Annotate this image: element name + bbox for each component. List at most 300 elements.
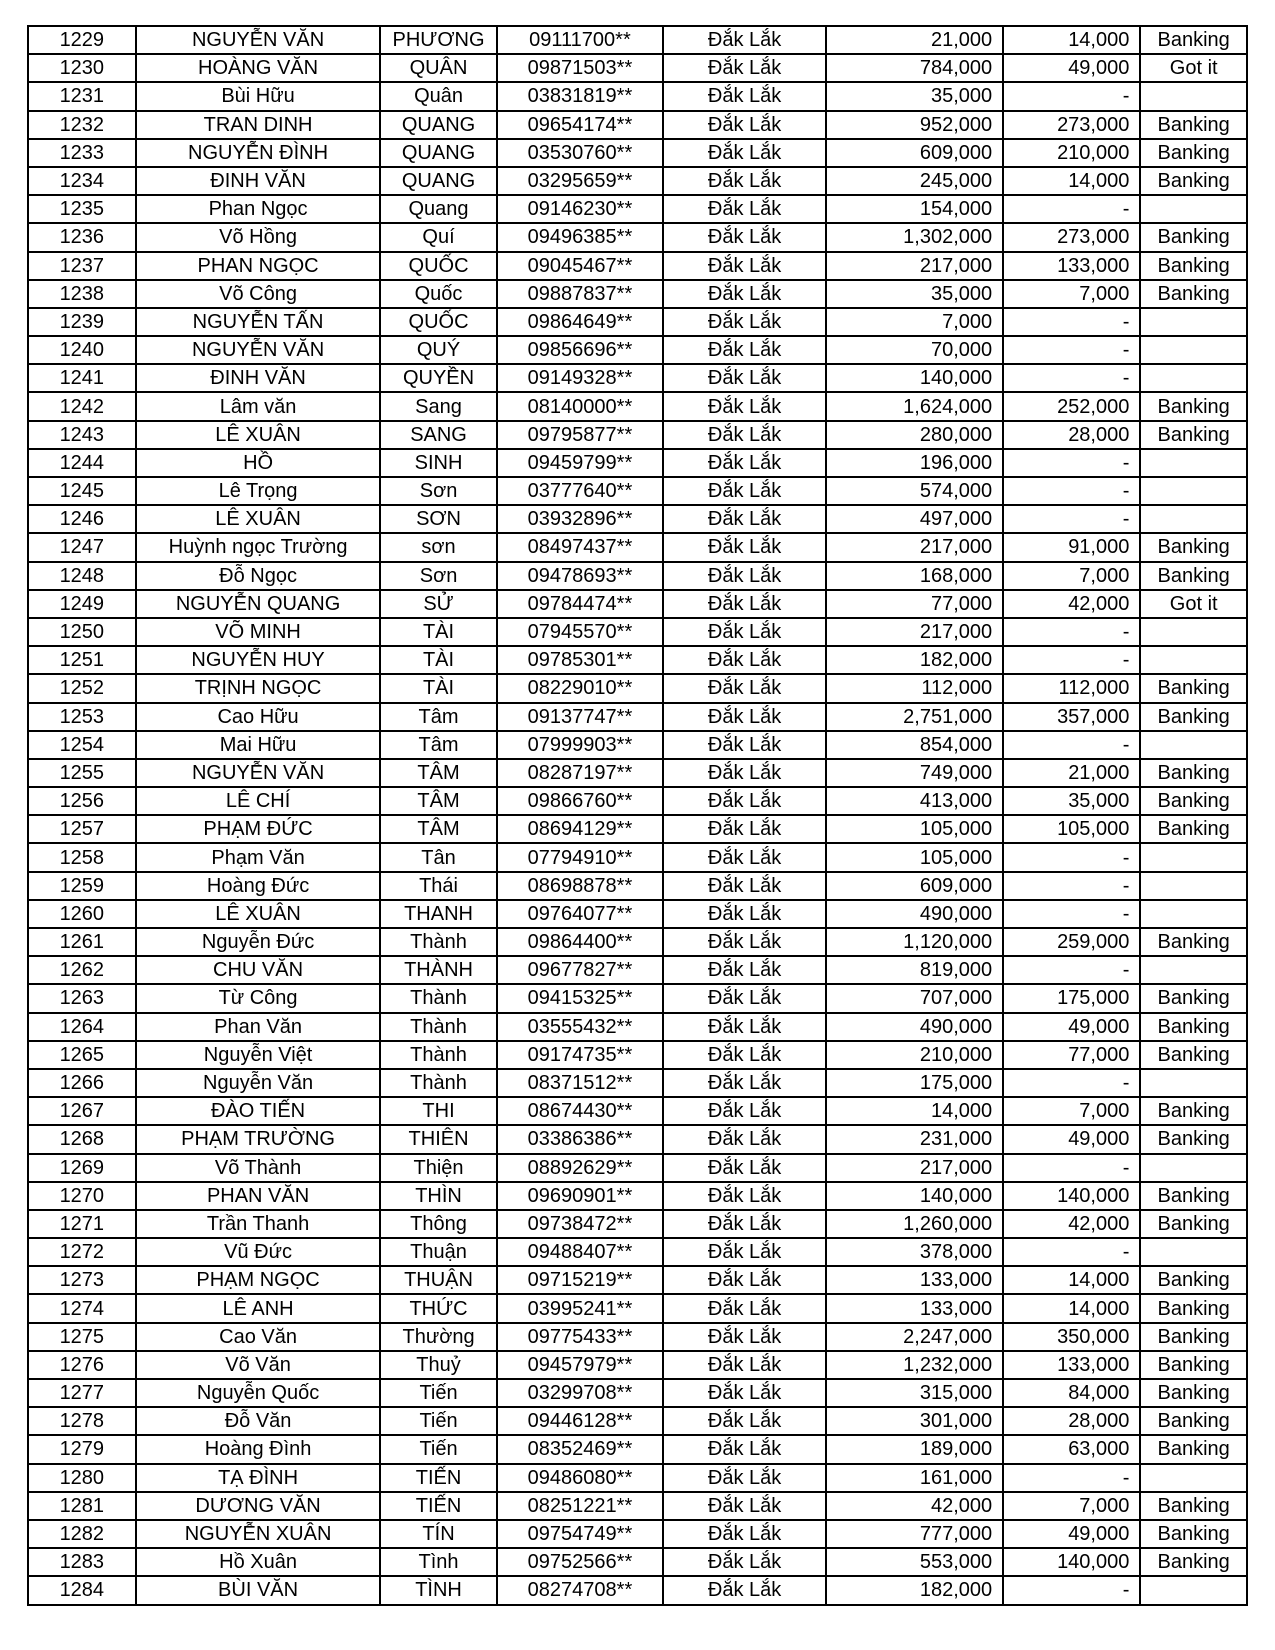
- table-row: [28, 1294, 1247, 1322]
- total-amount-cell: 217,000: [826, 252, 1003, 280]
- phone-number-cell: 03932896**: [497, 505, 664, 533]
- given-name-cell: TÌNH: [380, 1576, 496, 1604]
- row-number-cell: 1233: [28, 139, 136, 167]
- province-cell: Đắk Lắk: [663, 590, 826, 618]
- table-row: [28, 477, 1247, 505]
- given-name-cell: Tâm: [380, 703, 496, 731]
- given-name-cell: Tiến: [380, 1435, 496, 1463]
- family-name-cell: PHẠM TRƯỜNG: [136, 1125, 381, 1153]
- received-amount-cell: 252,000: [1003, 392, 1140, 420]
- phone-number-cell: 08274708**: [497, 1576, 664, 1604]
- total-amount-cell: 413,000: [826, 787, 1003, 815]
- phone-number-cell: 07794910**: [497, 843, 664, 871]
- table-row: [28, 1266, 1247, 1294]
- table-row: [28, 900, 1247, 928]
- received-amount-cell: 35,000: [1003, 787, 1140, 815]
- received-amount-cell: 14,000: [1003, 167, 1140, 195]
- total-amount-cell: 182,000: [826, 646, 1003, 674]
- row-number-cell: 1252: [28, 674, 136, 702]
- total-amount-cell: 21,000: [826, 26, 1003, 54]
- row-number-cell: 1244: [28, 449, 136, 477]
- table-row: [28, 1464, 1247, 1492]
- family-name-cell: NGUYỄN XUÂN: [136, 1520, 381, 1548]
- payment-method-cell: [1140, 364, 1247, 392]
- family-name-cell: NGUYỄN TẤN: [136, 308, 381, 336]
- given-name-cell: Tiến: [380, 1407, 496, 1435]
- payment-method-cell: Banking: [1140, 421, 1247, 449]
- table-row: [28, 1041, 1247, 1069]
- province-cell: Đắk Lắk: [663, 167, 826, 195]
- given-name-cell: Tân: [380, 843, 496, 871]
- given-name-cell: Sơn: [380, 562, 496, 590]
- province-cell: Đắk Lắk: [663, 928, 826, 956]
- row-number-cell: 1258: [28, 843, 136, 871]
- row-number-cell: 1278: [28, 1407, 136, 1435]
- received-amount-cell: -: [1003, 1464, 1140, 1492]
- given-name-cell: THANH: [380, 900, 496, 928]
- family-name-cell: Phan Ngọc: [136, 195, 381, 223]
- phone-number-cell: 09488407**: [497, 1238, 664, 1266]
- phone-number-cell: 08497437**: [497, 533, 664, 561]
- table-row: [28, 195, 1247, 223]
- province-cell: Đắk Lắk: [663, 984, 826, 1012]
- phone-number-cell: 08287197**: [497, 759, 664, 787]
- phone-number-cell: 09457979**: [497, 1351, 664, 1379]
- row-number-cell: 1282: [28, 1520, 136, 1548]
- row-number-cell: 1245: [28, 477, 136, 505]
- province-cell: Đắk Lắk: [663, 618, 826, 646]
- phone-number-cell: 08140000**: [497, 392, 664, 420]
- total-amount-cell: 2,751,000: [826, 703, 1003, 731]
- row-number-cell: 1249: [28, 590, 136, 618]
- phone-number-cell: 03386386**: [497, 1125, 664, 1153]
- payment-method-cell: [1140, 646, 1247, 674]
- row-number-cell: 1277: [28, 1379, 136, 1407]
- total-amount-cell: 105,000: [826, 843, 1003, 871]
- total-amount-cell: 217,000: [826, 618, 1003, 646]
- given-name-cell: THÌN: [380, 1182, 496, 1210]
- received-amount-cell: 28,000: [1003, 421, 1140, 449]
- province-cell: Đắk Lắk: [663, 646, 826, 674]
- table-row: [28, 1576, 1247, 1604]
- phone-number-cell: 09887837**: [497, 280, 664, 308]
- total-amount-cell: 168,000: [826, 562, 1003, 590]
- row-number-cell: 1250: [28, 618, 136, 646]
- payment-method-cell: Banking: [1140, 1013, 1247, 1041]
- given-name-cell: TÂM: [380, 815, 496, 843]
- total-amount-cell: 490,000: [826, 900, 1003, 928]
- payment-method-cell: Banking: [1140, 1407, 1247, 1435]
- payment-method-cell: Banking: [1140, 139, 1247, 167]
- total-amount-cell: 42,000: [826, 1492, 1003, 1520]
- family-name-cell: Bùi Hữu: [136, 82, 381, 110]
- province-cell: Đắk Lắk: [663, 1097, 826, 1125]
- phone-number-cell: 09137747**: [497, 703, 664, 731]
- received-amount-cell: -: [1003, 364, 1140, 392]
- family-name-cell: Võ Công: [136, 280, 381, 308]
- table-row: [28, 111, 1247, 139]
- family-name-cell: VÕ MINH: [136, 618, 381, 646]
- table-row: [28, 26, 1247, 54]
- phone-number-cell: 08694129**: [497, 815, 664, 843]
- row-number-cell: 1262: [28, 956, 136, 984]
- row-number-cell: 1280: [28, 1464, 136, 1492]
- payment-method-cell: Banking: [1140, 1492, 1247, 1520]
- table-row: [28, 590, 1247, 618]
- row-number-cell: 1283: [28, 1548, 136, 1576]
- given-name-cell: THI: [380, 1097, 496, 1125]
- table-row: [28, 956, 1247, 984]
- payment-method-cell: Banking: [1140, 1520, 1247, 1548]
- payment-method-cell: [1140, 731, 1247, 759]
- province-cell: Đắk Lắk: [663, 252, 826, 280]
- province-cell: Đắk Lắk: [663, 364, 826, 392]
- family-name-cell: Đỗ Văn: [136, 1407, 381, 1435]
- given-name-cell: TÀI: [380, 646, 496, 674]
- received-amount-cell: 14,000: [1003, 1294, 1140, 1322]
- payment-method-cell: Banking: [1140, 167, 1247, 195]
- row-number-cell: 1264: [28, 1013, 136, 1041]
- row-number-cell: 1276: [28, 1351, 136, 1379]
- row-number-cell: 1270: [28, 1182, 136, 1210]
- province-cell: Đắk Lắk: [663, 1435, 826, 1463]
- family-name-cell: Vũ Đức: [136, 1238, 381, 1266]
- received-amount-cell: -: [1003, 900, 1140, 928]
- received-amount-cell: 350,000: [1003, 1323, 1140, 1351]
- province-cell: Đắk Lắk: [663, 1041, 826, 1069]
- phone-number-cell: 03555432**: [497, 1013, 664, 1041]
- given-name-cell: THUẬN: [380, 1266, 496, 1294]
- total-amount-cell: 609,000: [826, 139, 1003, 167]
- phone-number-cell: 09864400**: [497, 928, 664, 956]
- given-name-cell: SỬ: [380, 590, 496, 618]
- province-cell: Đắk Lắk: [663, 674, 826, 702]
- province-cell: Đắk Lắk: [663, 815, 826, 843]
- phone-number-cell: 09738472**: [497, 1210, 664, 1238]
- total-amount-cell: 231,000: [826, 1125, 1003, 1153]
- table-row: [28, 82, 1247, 110]
- given-name-cell: Sang: [380, 392, 496, 420]
- given-name-cell: Tình: [380, 1548, 496, 1576]
- family-name-cell: ĐÀO TIẾN: [136, 1097, 381, 1125]
- family-name-cell: TRỊNH NGỌC: [136, 674, 381, 702]
- payment-method-cell: Banking: [1140, 703, 1247, 731]
- province-cell: Đắk Lắk: [663, 477, 826, 505]
- received-amount-cell: 42,000: [1003, 1210, 1140, 1238]
- row-number-cell: 1248: [28, 562, 136, 590]
- total-amount-cell: 35,000: [826, 82, 1003, 110]
- given-name-cell: QUANG: [380, 139, 496, 167]
- province-cell: Đắk Lắk: [663, 280, 826, 308]
- row-number-cell: 1229: [28, 26, 136, 54]
- province-cell: Đắk Lắk: [663, 533, 826, 561]
- received-amount-cell: 357,000: [1003, 703, 1140, 731]
- given-name-cell: Quân: [380, 82, 496, 110]
- family-name-cell: LÊ CHÍ: [136, 787, 381, 815]
- phone-number-cell: 09149328**: [497, 364, 664, 392]
- phone-number-cell: 09784474**: [497, 590, 664, 618]
- given-name-cell: QUỐC: [380, 252, 496, 280]
- received-amount-cell: 273,000: [1003, 223, 1140, 251]
- row-number-cell: 1241: [28, 364, 136, 392]
- phone-number-cell: 09871503**: [497, 54, 664, 82]
- given-name-cell: Thành: [380, 984, 496, 1012]
- family-name-cell: PHAN NGỌC: [136, 252, 381, 280]
- payment-method-cell: [1140, 1576, 1247, 1604]
- given-name-cell: THIÊN: [380, 1125, 496, 1153]
- row-number-cell: 1240: [28, 336, 136, 364]
- given-name-cell: TÂM: [380, 759, 496, 787]
- received-amount-cell: 7,000: [1003, 1492, 1140, 1520]
- given-name-cell: QUYỀN: [380, 364, 496, 392]
- payment-method-cell: Banking: [1140, 984, 1247, 1012]
- table-body: [28, 26, 1247, 1605]
- given-name-cell: Thuỷ: [380, 1351, 496, 1379]
- phone-number-cell: 09654174**: [497, 111, 664, 139]
- family-name-cell: Lê Trọng: [136, 477, 381, 505]
- payment-method-cell: [1140, 449, 1247, 477]
- row-number-cell: 1279: [28, 1435, 136, 1463]
- received-amount-cell: -: [1003, 1238, 1140, 1266]
- given-name-cell: PHƯƠNG: [380, 26, 496, 54]
- table-row: [28, 533, 1247, 561]
- row-number-cell: 1230: [28, 54, 136, 82]
- received-amount-cell: 112,000: [1003, 674, 1140, 702]
- given-name-cell: QUÂN: [380, 54, 496, 82]
- total-amount-cell: 315,000: [826, 1379, 1003, 1407]
- province-cell: Đắk Lắk: [663, 449, 826, 477]
- total-amount-cell: 133,000: [826, 1266, 1003, 1294]
- given-name-cell: QUANG: [380, 167, 496, 195]
- payment-method-cell: Banking: [1140, 1323, 1247, 1351]
- phone-number-cell: 08674430**: [497, 1097, 664, 1125]
- table-row: [28, 1125, 1247, 1153]
- given-name-cell: TÀI: [380, 674, 496, 702]
- received-amount-cell: 49,000: [1003, 1013, 1140, 1041]
- province-cell: Đắk Lắk: [663, 392, 826, 420]
- family-name-cell: CHU VĂN: [136, 956, 381, 984]
- received-amount-cell: -: [1003, 336, 1140, 364]
- given-name-cell: Tâm: [380, 731, 496, 759]
- row-number-cell: 1274: [28, 1294, 136, 1322]
- row-number-cell: 1242: [28, 392, 136, 420]
- total-amount-cell: 182,000: [826, 1576, 1003, 1604]
- given-name-cell: Thiện: [380, 1154, 496, 1182]
- phone-number-cell: 08229010**: [497, 674, 664, 702]
- family-name-cell: HỒ: [136, 449, 381, 477]
- received-amount-cell: -: [1003, 195, 1140, 223]
- table-row: [28, 223, 1247, 251]
- phone-number-cell: 09446128**: [497, 1407, 664, 1435]
- province-cell: Đắk Lắk: [663, 111, 826, 139]
- payment-method-cell: Banking: [1140, 787, 1247, 815]
- family-name-cell: Nguyễn Đức: [136, 928, 381, 956]
- table-row: [28, 449, 1247, 477]
- phone-number-cell: 09677827**: [497, 956, 664, 984]
- total-amount-cell: 952,000: [826, 111, 1003, 139]
- total-amount-cell: 105,000: [826, 815, 1003, 843]
- row-number-cell: 1253: [28, 703, 136, 731]
- given-name-cell: Tiến: [380, 1379, 496, 1407]
- payment-method-cell: Banking: [1140, 759, 1247, 787]
- total-amount-cell: 35,000: [826, 280, 1003, 308]
- received-amount-cell: -: [1003, 308, 1140, 336]
- province-cell: Đắk Lắk: [663, 1294, 826, 1322]
- family-name-cell: PHAN VĂN: [136, 1182, 381, 1210]
- province-cell: Đắk Lắk: [663, 731, 826, 759]
- total-amount-cell: 854,000: [826, 731, 1003, 759]
- family-name-cell: Cao Hữu: [136, 703, 381, 731]
- table-row: [28, 392, 1247, 420]
- payment-method-cell: Banking: [1140, 1210, 1247, 1238]
- given-name-cell: QUỐC: [380, 308, 496, 336]
- row-number-cell: 1267: [28, 1097, 136, 1125]
- province-cell: Đắk Lắk: [663, 1520, 826, 1548]
- received-amount-cell: -: [1003, 618, 1140, 646]
- received-amount-cell: 49,000: [1003, 1520, 1140, 1548]
- received-amount-cell: 7,000: [1003, 562, 1140, 590]
- received-amount-cell: 273,000: [1003, 111, 1140, 139]
- family-name-cell: Hoàng Đức: [136, 872, 381, 900]
- family-name-cell: Võ Thành: [136, 1154, 381, 1182]
- family-name-cell: DƯƠNG VĂN: [136, 1492, 381, 1520]
- payment-method-cell: Banking: [1140, 562, 1247, 590]
- given-name-cell: SƠN: [380, 505, 496, 533]
- row-number-cell: 1260: [28, 900, 136, 928]
- table-row: [28, 787, 1247, 815]
- table-row: [28, 336, 1247, 364]
- payment-method-cell: Banking: [1140, 674, 1247, 702]
- phone-number-cell: 08251221**: [497, 1492, 664, 1520]
- row-number-cell: 1257: [28, 815, 136, 843]
- total-amount-cell: 2,247,000: [826, 1323, 1003, 1351]
- table-row: [28, 364, 1247, 392]
- province-cell: Đắk Lắk: [663, 139, 826, 167]
- total-amount-cell: 196,000: [826, 449, 1003, 477]
- given-name-cell: SINH: [380, 449, 496, 477]
- phone-number-cell: 09415325**: [497, 984, 664, 1012]
- table-row: [28, 1435, 1247, 1463]
- received-amount-cell: 49,000: [1003, 1125, 1140, 1153]
- total-amount-cell: 378,000: [826, 1238, 1003, 1266]
- family-name-cell: LÊ ANH: [136, 1294, 381, 1322]
- received-amount-cell: 77,000: [1003, 1041, 1140, 1069]
- table-row: [28, 703, 1247, 731]
- family-name-cell: HOÀNG VĂN: [136, 54, 381, 82]
- row-number-cell: 1263: [28, 984, 136, 1012]
- row-number-cell: 1254: [28, 731, 136, 759]
- received-amount-cell: -: [1003, 1576, 1140, 1604]
- received-amount-cell: -: [1003, 1154, 1140, 1182]
- table-row: [28, 731, 1247, 759]
- row-number-cell: 1238: [28, 280, 136, 308]
- total-amount-cell: 70,000: [826, 336, 1003, 364]
- phone-number-cell: 08352469**: [497, 1435, 664, 1463]
- table-row: [28, 54, 1247, 82]
- table-row: [28, 1154, 1247, 1182]
- payment-method-cell: [1140, 1069, 1247, 1097]
- total-amount-cell: 1,302,000: [826, 223, 1003, 251]
- payment-method-cell: Banking: [1140, 1182, 1247, 1210]
- total-amount-cell: 1,120,000: [826, 928, 1003, 956]
- given-name-cell: Thành: [380, 1041, 496, 1069]
- given-name-cell: TIẾN: [380, 1464, 496, 1492]
- family-name-cell: BÙI VĂN: [136, 1576, 381, 1604]
- given-name-cell: Thông: [380, 1210, 496, 1238]
- payment-method-cell: [1140, 872, 1247, 900]
- phone-number-cell: 07999903**: [497, 731, 664, 759]
- phone-number-cell: 09690901**: [497, 1182, 664, 1210]
- row-number-cell: 1259: [28, 872, 136, 900]
- payment-method-cell: Banking: [1140, 928, 1247, 956]
- total-amount-cell: 784,000: [826, 54, 1003, 82]
- phone-number-cell: 09752566**: [497, 1548, 664, 1576]
- total-amount-cell: 553,000: [826, 1548, 1003, 1576]
- province-cell: Đắk Lắk: [663, 1069, 826, 1097]
- received-amount-cell: 49,000: [1003, 54, 1140, 82]
- province-cell: Đắk Lắk: [663, 1407, 826, 1435]
- received-amount-cell: -: [1003, 1069, 1140, 1097]
- received-amount-cell: 91,000: [1003, 533, 1140, 561]
- total-amount-cell: 245,000: [826, 167, 1003, 195]
- received-amount-cell: 42,000: [1003, 590, 1140, 618]
- given-name-cell: Thành: [380, 1013, 496, 1041]
- payment-method-cell: Banking: [1140, 1435, 1247, 1463]
- given-name-cell: sơn: [380, 533, 496, 561]
- family-name-cell: PHẠM ĐỨC: [136, 815, 381, 843]
- given-name-cell: THỨC: [380, 1294, 496, 1322]
- payment-method-cell: [1140, 477, 1247, 505]
- family-name-cell: Nguyễn Quốc: [136, 1379, 381, 1407]
- row-number-cell: 1269: [28, 1154, 136, 1182]
- family-name-cell: Lâm văn: [136, 392, 381, 420]
- province-cell: Đắk Lắk: [663, 308, 826, 336]
- total-amount-cell: 280,000: [826, 421, 1003, 449]
- table-row: [28, 1323, 1247, 1351]
- payment-method-cell: [1140, 843, 1247, 871]
- table-row: [28, 280, 1247, 308]
- province-cell: Đắk Lắk: [663, 54, 826, 82]
- row-number-cell: 1234: [28, 167, 136, 195]
- received-amount-cell: 21,000: [1003, 759, 1140, 787]
- received-amount-cell: 259,000: [1003, 928, 1140, 956]
- row-number-cell: 1272: [28, 1238, 136, 1266]
- row-number-cell: 1255: [28, 759, 136, 787]
- table-row: [28, 1182, 1247, 1210]
- phone-number-cell: 09785301**: [497, 646, 664, 674]
- phone-number-cell: 09045467**: [497, 252, 664, 280]
- table-row: [28, 1069, 1247, 1097]
- family-name-cell: Phan Văn: [136, 1013, 381, 1041]
- province-cell: Đắk Lắk: [663, 223, 826, 251]
- row-number-cell: 1281: [28, 1492, 136, 1520]
- total-amount-cell: 154,000: [826, 195, 1003, 223]
- family-name-cell: NGUYỄN VĂN: [136, 26, 381, 54]
- payment-method-cell: [1140, 195, 1247, 223]
- row-number-cell: 1266: [28, 1069, 136, 1097]
- received-amount-cell: 63,000: [1003, 1435, 1140, 1463]
- payment-method-cell: [1140, 1154, 1247, 1182]
- received-amount-cell: -: [1003, 646, 1140, 674]
- family-name-cell: Nguyễn Việt: [136, 1041, 381, 1069]
- province-cell: Đắk Lắk: [663, 759, 826, 787]
- province-cell: Đắk Lắk: [663, 336, 826, 364]
- table-row: [28, 843, 1247, 871]
- phone-number-cell: 09866760**: [497, 787, 664, 815]
- phone-number-cell: 09775433**: [497, 1323, 664, 1351]
- table-row: [28, 1013, 1247, 1041]
- payment-method-cell: Banking: [1140, 1351, 1247, 1379]
